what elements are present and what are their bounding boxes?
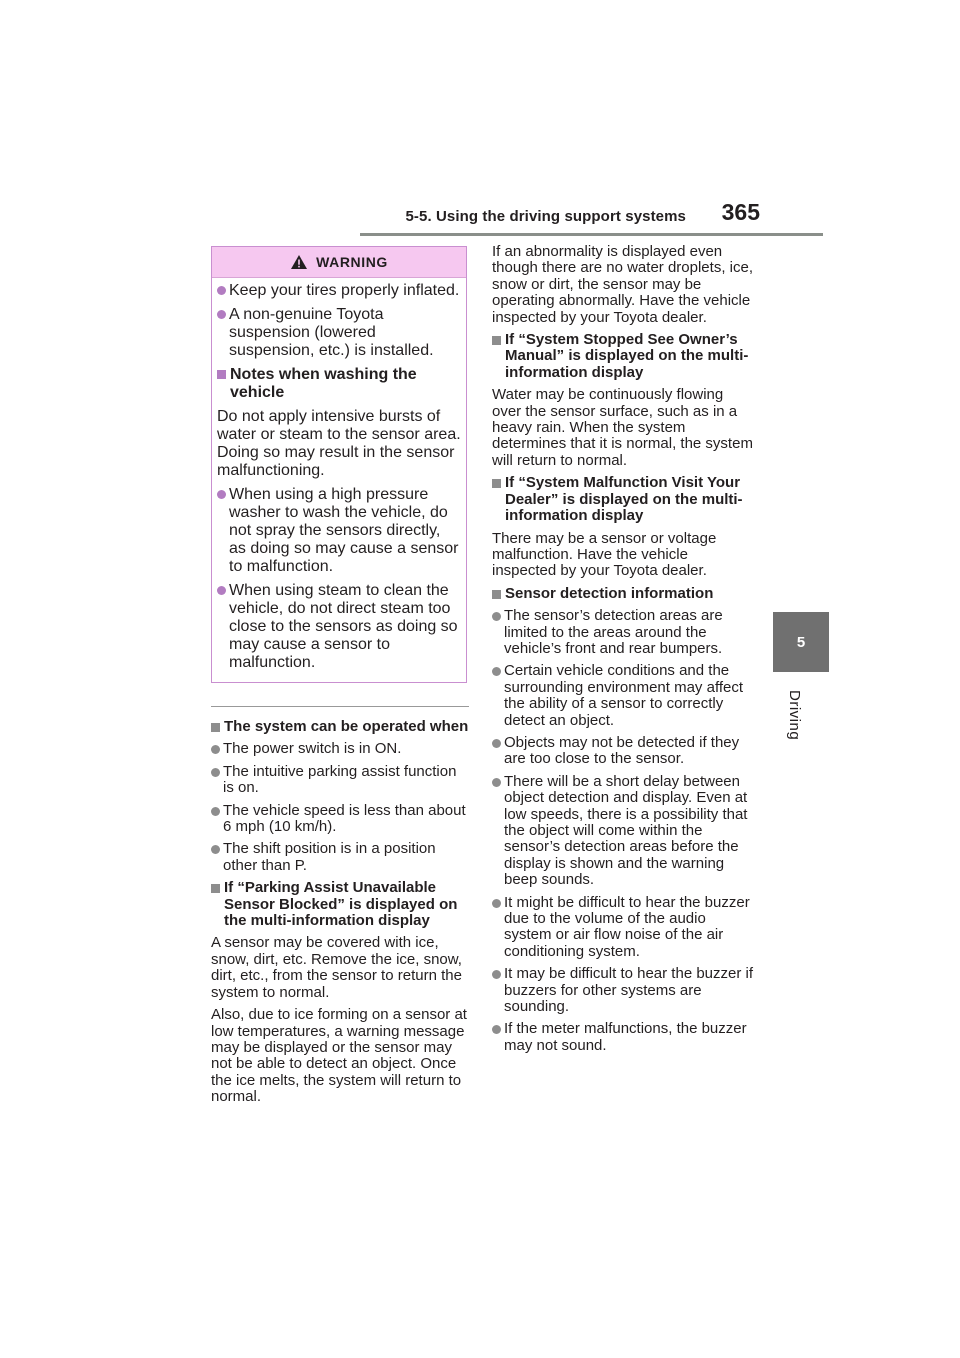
bullet-item: The shift position is in a position other than P. — [211, 841, 469, 874]
bullet-item: The power switch is in ON. — [211, 741, 469, 757]
bullet-item: A non-genuine Toyota suspension (lowered suspension, etc.) is installed. — [217, 306, 461, 360]
page-number: 365 — [721, 199, 760, 225]
bullet-item: Objects may not be detected if they are too close to the sensor. — [492, 735, 754, 768]
paragraph: A sensor may be covered with ice, snow, dirt, etc. Remove the ice, snow, dirt, etc., from the sensor to return the system to normal. — [211, 934, 462, 1001]
bullet-item: The vehicle speed is less than about 6 mph (10 km/h). — [211, 803, 469, 836]
subheading: If “Parking Assist Unavailable Sensor Blocked” is displayed on the multi-information display — [211, 880, 469, 929]
subheading: Notes when washing the vehicle — [217, 366, 461, 402]
bullet-item: The intuitive parking assist function is on. — [211, 764, 469, 797]
warning-triangle-icon — [290, 254, 308, 270]
section-title: 5-5. Using the driving support systems — [405, 208, 686, 225]
warning-header — [212, 247, 466, 278]
bullet-item: It might be difficult to hear the buzzer due to the volume of the audio system or air flow noise of the air conditioning system. — [492, 895, 754, 961]
bullet-item: The sensor’s detection areas are limited to the areas around the vehicle’s front and rear bumpers. — [492, 608, 754, 657]
paragraph: There may be a sensor or voltage malfunction. Have the vehicle inspected by your Toyota dealer. — [492, 529, 717, 580]
subheading: The system can be operated when — [211, 719, 469, 735]
section-divider — [211, 706, 469, 707]
subheading: If “System Malfunction Visit Your Dealer” is displayed on the multi-information display — [492, 475, 754, 524]
chapter-number: 5 — [796, 633, 806, 651]
bullet-item: If the meter malfunctions, the buzzer may not sound. — [492, 1021, 754, 1054]
warning-box — [211, 246, 467, 683]
paragraph: Do not apply intensive bursts of water or steam to the sensor area. Doing so may result in the sensor malfunctioning. — [217, 408, 461, 479]
right-column — [492, 244, 754, 1060]
warning-title: WARNING — [316, 254, 388, 270]
left-column — [211, 713, 469, 1112]
subheading: Sensor detection information — [492, 586, 754, 602]
bullet-item: There will be a short delay between object detection and display. Even at low speeds, there is a possibility that the object will come within the sensor’s detection areas before the display is shown and the warning beep sounds. — [492, 774, 754, 889]
header-rule — [360, 233, 823, 236]
paragraph: If an abnormality is displayed even though there are no water droplets, ice, snow or dirt, the sensor may be operating abnormally. Have the vehicle inspected by your Toyota dealer. — [492, 243, 753, 326]
bullet-item: It may be difficult to hear the buzzer if buzzers for other systems are sounding. — [492, 966, 754, 1015]
chapter-label: Driving — [786, 690, 803, 741]
chapter-tab — [773, 612, 829, 672]
bullet-item: When using steam to clean the vehicle, do not direct steam too close to the sensors as doing so may cause a sensor to malfunction. — [217, 582, 461, 672]
warning-body — [212, 278, 466, 672]
bullet-item: When using a high pressure washer to wash the vehicle, do not spray the sensors directly, as doing so may cause a sensor to malfunction. — [217, 486, 461, 576]
bullet-item: Certain vehicle conditions and the surrounding environment may affect the ability of a sensor to correctly detect an object. — [492, 663, 754, 729]
paragraph: Also, due to ice forming on a sensor at low temperatures, a warning message may be displayed or the sensor may not be able to detect an object. Once the ice melts, the system will return to normal. — [211, 1006, 467, 1106]
paragraph: Water may be continuously flowing over the sensor surface, such as in a heavy rain. When the system determines that it is normal, the system will return to normal. — [492, 386, 753, 469]
subheading: If “System Stopped See Owner’s Manual” is displayed on the multi-information display — [492, 332, 754, 381]
bullet-item: Keep your tires properly inflated. — [217, 282, 461, 300]
